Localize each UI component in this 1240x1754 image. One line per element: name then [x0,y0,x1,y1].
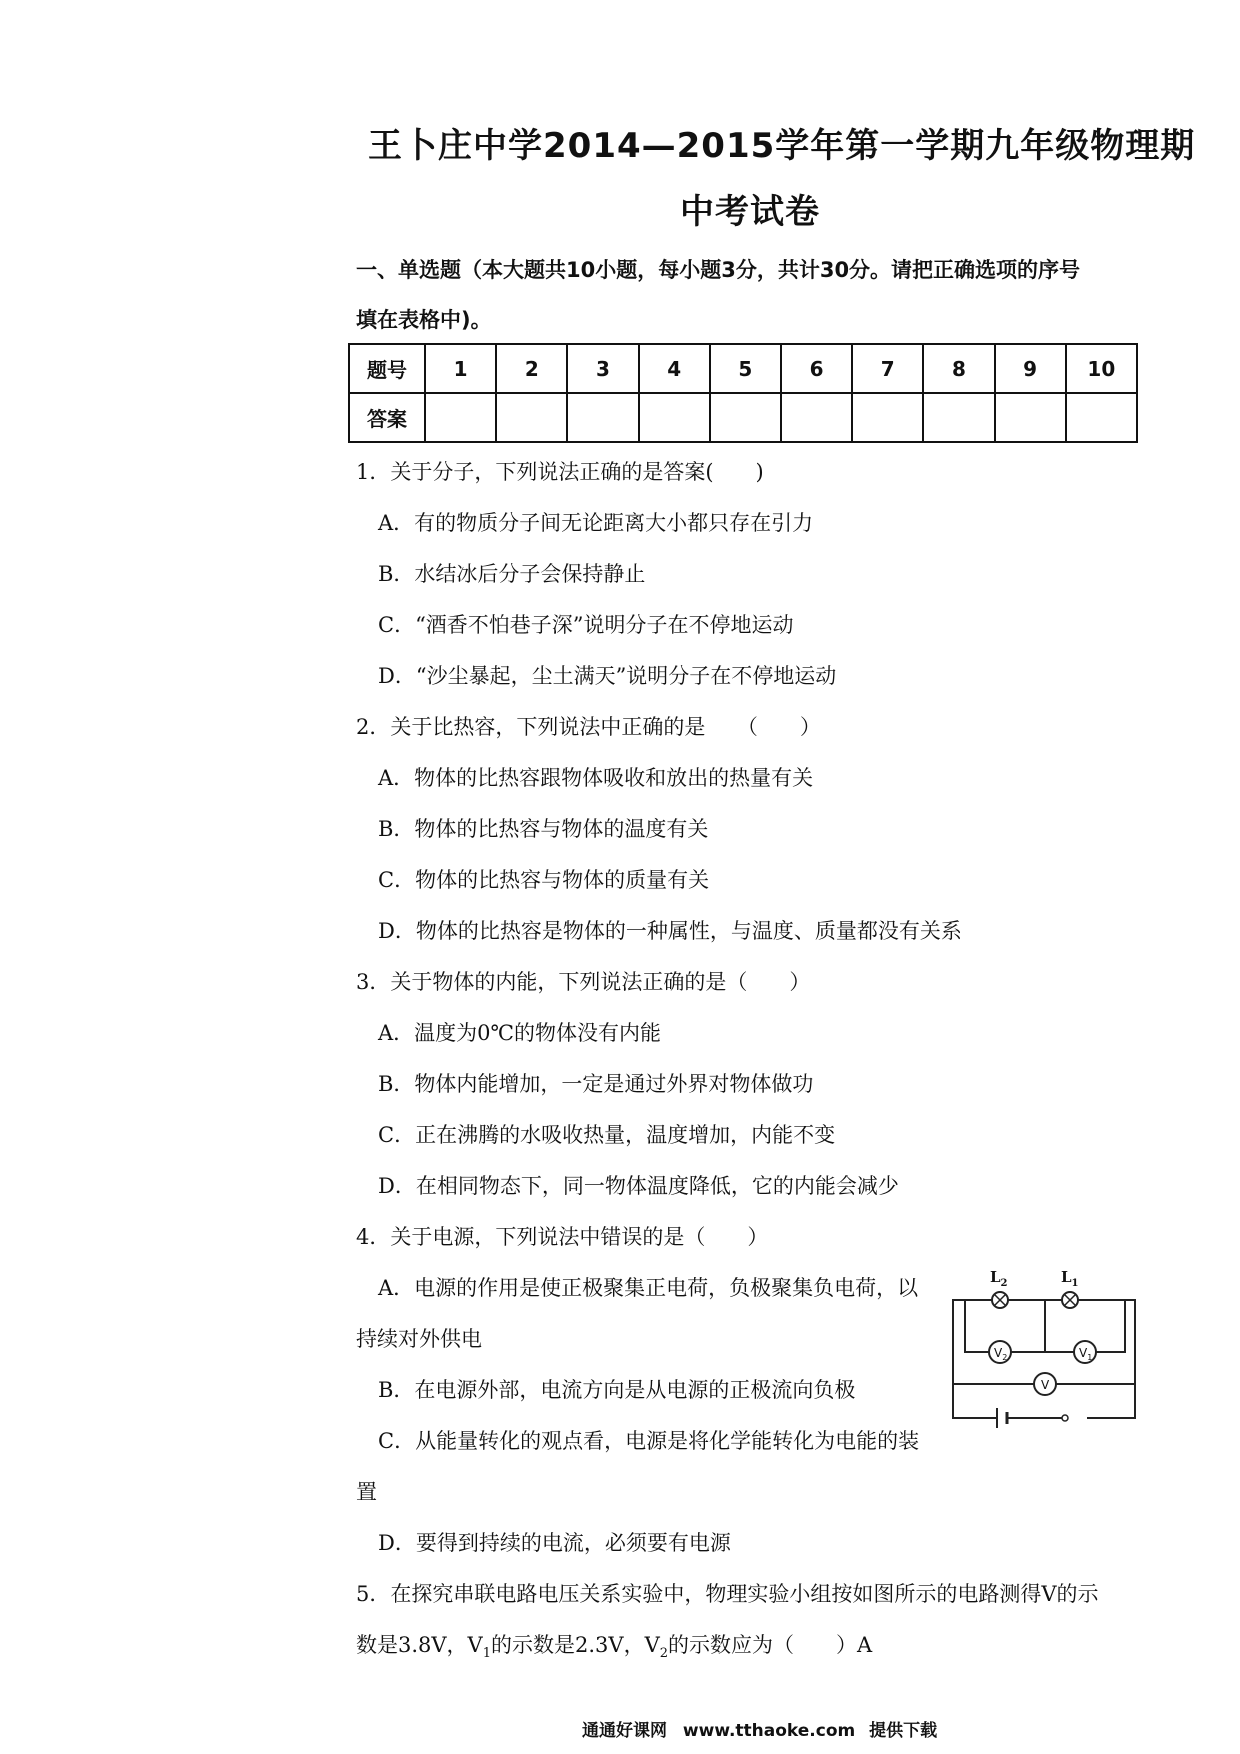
question-3-option-d: D．在相同物态下，同一物体温度降低，它的内能会减少 [378,1174,899,1198]
answer-cell[interactable] [1066,393,1137,442]
voltmeter-v-label: V [1041,1378,1050,1392]
q5-text-c: 的示数应为（ ）A [668,1633,873,1657]
answer-cell[interactable] [852,393,923,442]
q5-sub-1: 1 [482,1646,492,1662]
question-1-option-d: D．“沙尘暴起，尘土满天”说明分子在不停地运动 [378,664,837,688]
question-1-stem: 1．关于分子，下列说法正确的是答案( ) [356,460,764,484]
question-3-option-a: A．温度为0℃的物体没有内能 [378,1021,662,1045]
question-3-option-c: C．正在沸腾的水吸收热量，温度增加，内能不变 [378,1123,836,1147]
answer-cell[interactable] [781,393,852,442]
switch-contact [1062,1415,1068,1421]
q5-text-a: 数是3.8V，V [356,1633,483,1657]
section1-heading-cont: 填在表格中)。 [356,308,492,332]
table-row-label: 题号 [349,344,425,393]
lamp-l2-label: $L_2$ [990,1268,1008,1289]
question-number-cell: 10 [1066,344,1137,393]
question-3-option-b: B．物体内能增加，一定是通过外界对物体做功 [378,1072,814,1096]
answer-cell[interactable] [995,393,1066,442]
section1-heading: 一、单选题（本大题共10小题，每小题3分，共计30分。请把正确选项的序号 [356,258,1081,282]
question-4-stem: 4．关于电源，下列说法中错误的是（ ） [356,1225,769,1249]
answer-cell[interactable] [639,393,710,442]
question-3-stem: 3．关于物体的内能，下列说法正确的是（ ） [356,970,811,994]
question-1-option-b: B．水结冰后分子会保持静止 [378,562,646,586]
answer-table [348,343,1138,443]
lamp-l1-label: $L_1$ [1061,1268,1079,1289]
question-number-cell: 9 [995,344,1066,393]
answer-cell[interactable] [425,393,496,442]
question-5-stem: 5．在探究串联电路电压关系实验中，物理实验小组按如图所示的电路测得V的示 [356,1582,1099,1606]
question-4-option-a: A．电源的作用是使正极聚集正电荷，负极聚集负电荷，以 [378,1276,919,1300]
question-2-option-b: B．物体的比热容与物体的温度有关 [378,817,709,841]
exam-title-line2: 中考试卷 [680,192,820,232]
answer-table-answer-row [349,393,1137,442]
voltmeter-v2-label: $V_2$ [994,1346,1008,1362]
footer [582,1716,937,1741]
question-5-stem-cont [356,1629,872,1661]
question-number-cell: 1 [425,344,496,393]
question-4-option-b: B．在电源外部，电流方向是从电源的正极流向负极 [378,1378,856,1402]
answer-cell[interactable] [567,393,638,442]
exam-title-line1: 王卜庄中学2014—2015学年第一学期九年级物理期 [368,126,1196,166]
question-2-stem: 2．关于比热容，下列说法中正确的是 （ ） [356,715,821,739]
question-1-option-c: C．“酒香不怕巷子深”说明分子在不停地运动 [378,613,794,637]
answer-cell[interactable] [923,393,994,442]
question-number-cell: 2 [496,344,567,393]
circuit-diagram [945,1262,1145,1442]
answer-cell[interactable] [710,393,781,442]
question-2-option-d: D．物体的比热容是物体的一种属性，与温度、质量都没有关系 [378,919,962,943]
answer-cell[interactable] [496,393,567,442]
question-1-option-a: A．有的物质分子间无论距离大小都只存在引力 [378,511,814,535]
question-2-option-a: A．物体的比热容跟物体吸收和放出的热量有关 [378,766,814,790]
question-2-option-c: C．物体的比热容与物体的质量有关 [378,868,710,892]
table-row-label: 答案 [349,393,425,442]
q5-sub-2: 2 [659,1646,669,1662]
question-number-cell: 5 [710,344,781,393]
question-number-cell: 4 [639,344,710,393]
question-number-cell: 8 [923,344,994,393]
voltmeter-v1-label: $V_1$ [1079,1346,1093,1362]
question-4-option-a-cont: 持续对外供电 [356,1327,482,1351]
question-4-option-d: D．要得到持续的电流，必须要有电源 [378,1531,731,1555]
answer-table-number-row [349,344,1137,393]
footer-url[interactable]: www.tthaoke.com [682,1721,856,1741]
footer-suffix: 提供下载 [869,1721,938,1741]
question-number-cell: 7 [852,344,923,393]
footer-site: 通通好课网 [582,1721,667,1741]
question-4-option-c-cont: 置 [356,1480,377,1504]
question-number-cell: 6 [781,344,852,393]
q5-text-b: 的示数是2.3V，V [491,1633,660,1657]
question-number-cell: 3 [567,344,638,393]
question-4-option-c: C．从能量转化的观点看，电源是将化学能转化为电能的装 [378,1429,920,1453]
